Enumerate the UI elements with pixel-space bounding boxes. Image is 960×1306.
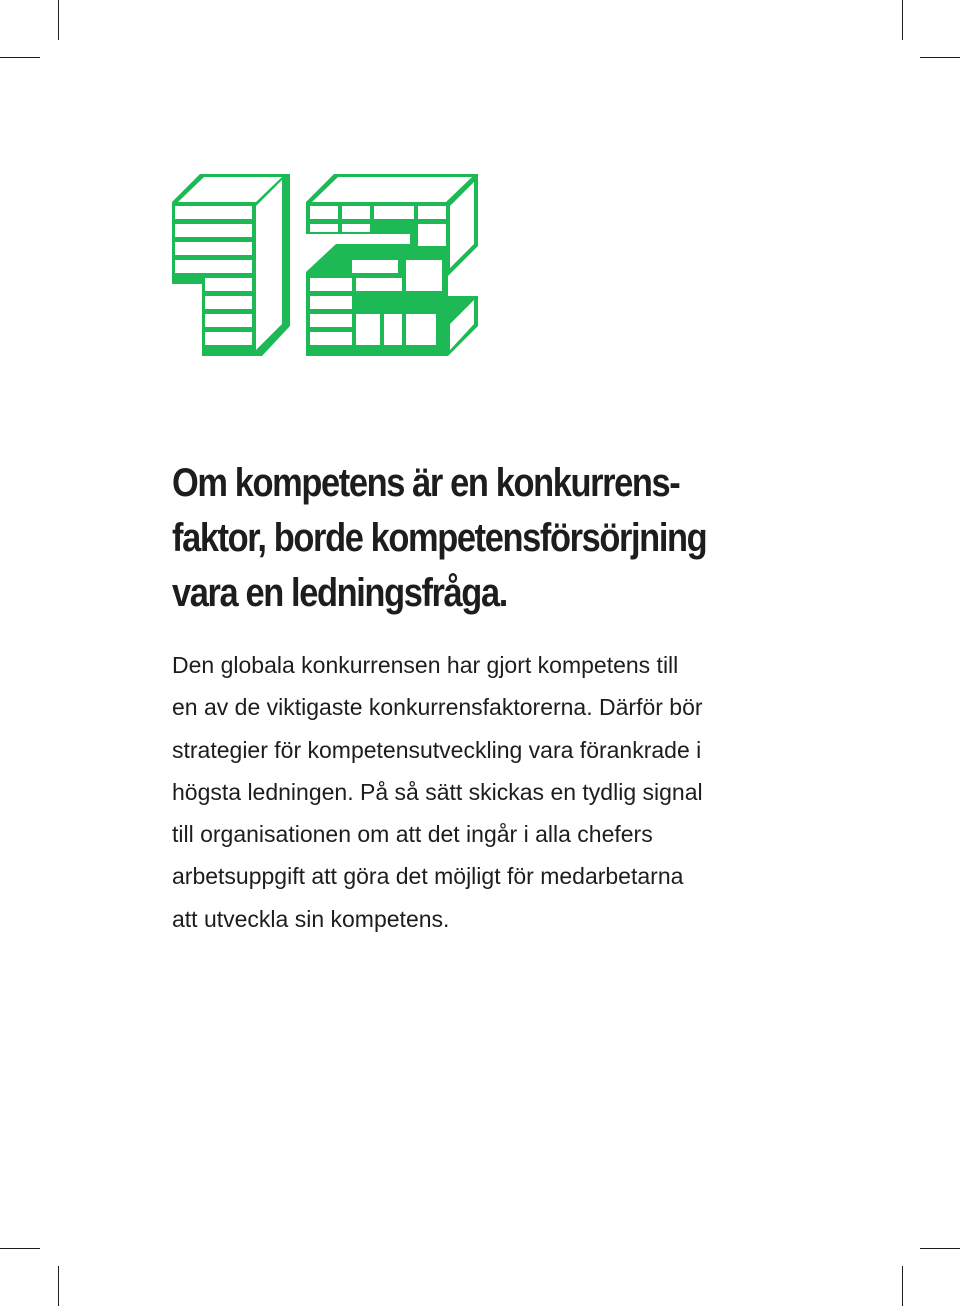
- heading-line: vara en ledningsfråga.: [172, 571, 507, 615]
- crop-mark-top-left-vertical: [58, 0, 59, 40]
- crop-mark-bottom-right-horizontal: [920, 1248, 960, 1249]
- page-heading: [172, 456, 774, 621]
- page-number: [172, 174, 478, 356]
- body-line: en av de viktigaste konkurrensfaktorerna. Därför bör: [172, 694, 703, 721]
- body-paragraph: [172, 644, 872, 940]
- crop-mark-bottom-left-horizontal: [0, 1248, 40, 1249]
- body-line: till organisationen om att det ingår i alla chefers: [172, 821, 653, 848]
- crop-mark-top-right-vertical: [902, 0, 903, 40]
- digit-one: [172, 174, 290, 356]
- body-line: Den globala konkurrensen har gjort kompetens till: [172, 652, 679, 678]
- crop-mark-top-left-horizontal: [0, 57, 40, 58]
- crop-mark-top-right-horizontal: [920, 57, 960, 58]
- body-line: högsta ledningen. På så sätt skickas en tydlig signal: [172, 778, 703, 805]
- crop-mark-bottom-right-vertical: [902, 1266, 903, 1306]
- body-line: strategier för kompetensutveckling vara förankrade i: [172, 736, 702, 763]
- page-number-text: 12: [172, 174, 174, 175]
- crop-mark-bottom-left-vertical: [58, 1266, 59, 1306]
- digit-two: [306, 174, 478, 356]
- body-line: att utveckla sin kompetens.: [172, 905, 450, 932]
- body-line: arbetsuppgift att göra det möjligt för medarbetarna: [172, 863, 684, 890]
- heading-line: Om kompetens är en konkurrens-: [172, 461, 680, 505]
- heading-line: faktor, borde kompetensförsörjning: [172, 516, 707, 560]
- page-number-graphic: [172, 174, 478, 356]
